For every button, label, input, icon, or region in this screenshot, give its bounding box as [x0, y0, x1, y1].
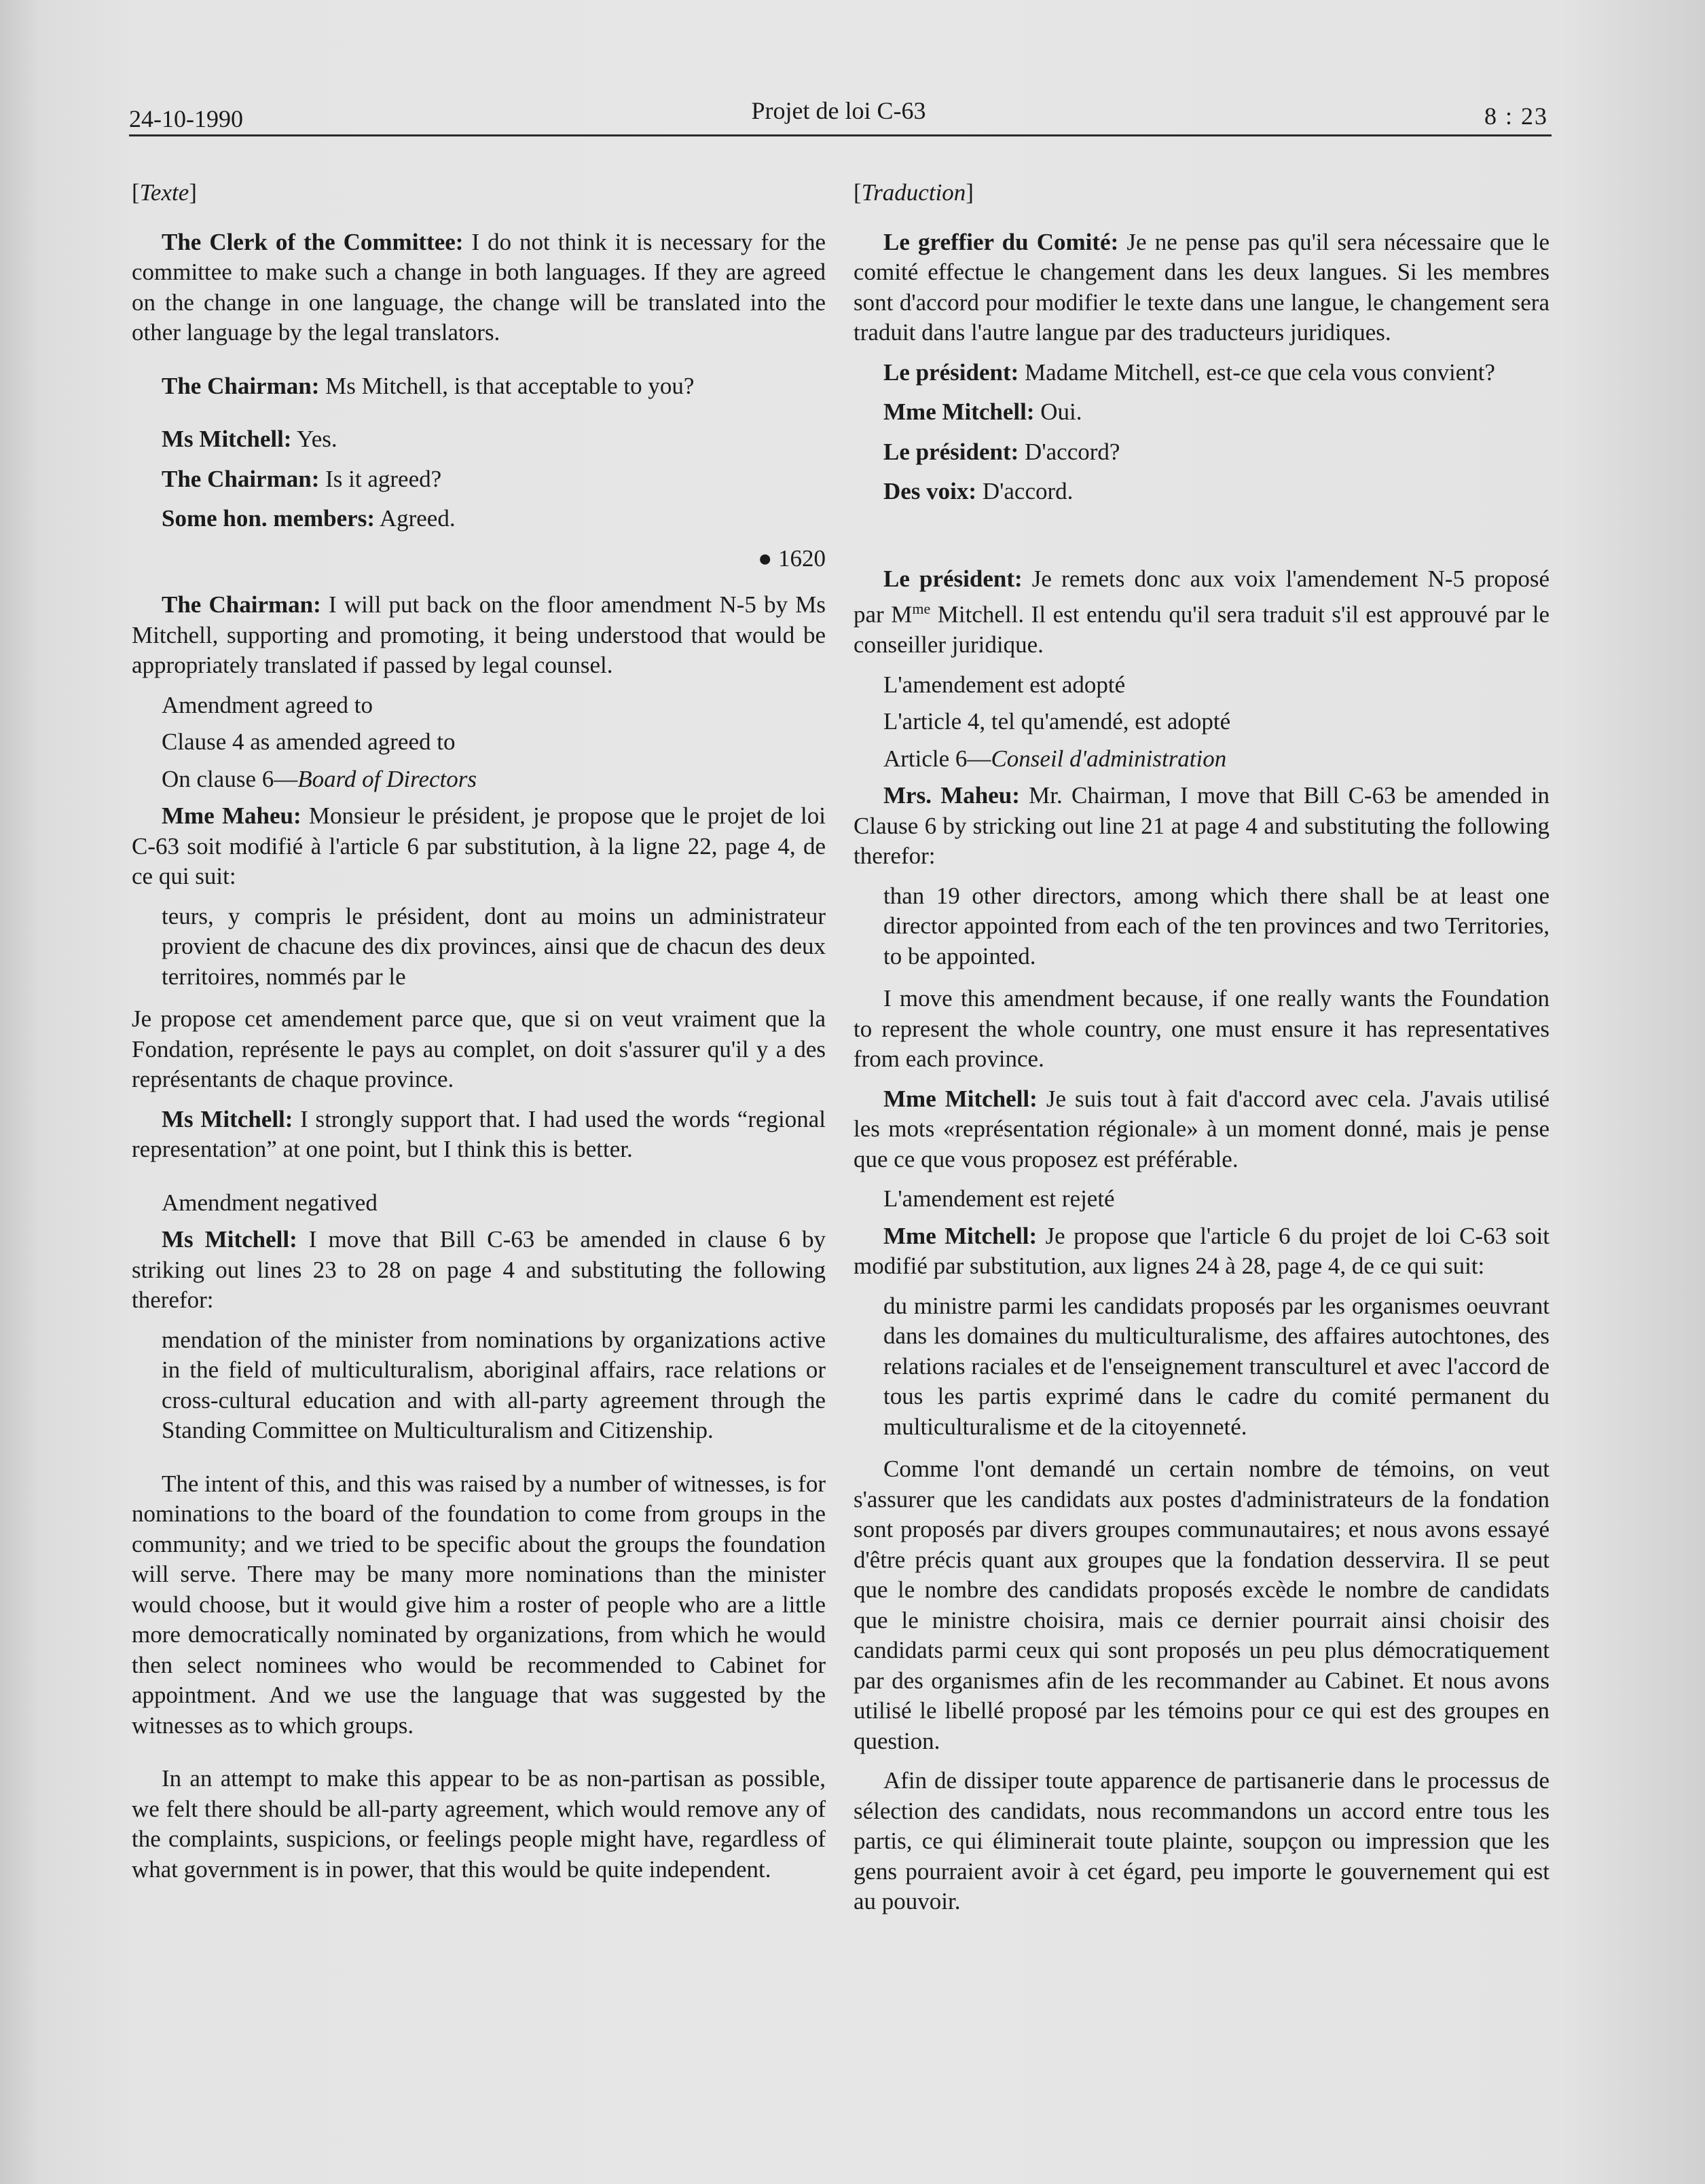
procedural-note: L'amendement est rejeté [883, 1185, 1115, 1213]
mitchell-explanation: Comme l'ont demandé un certain nombre de témoins, on veut s'assurer que les candidats aux postes d'administrateurs de la fondation sont proposés par divers groupes communautaires; et nous avons essayé d'être précis quant aux groupes que la fondation desservira. Il se peut que le nombre des candidats proposés excède le nombre de candidats que le ministre choisira, mais ce dernier pourrait ainsi choisir des candidats parmi ceux qui sont proposés un peu plus démocratiquement par des organismes afin de les recommander au Cabinet. Et nous avons utilisé le libellé proposé par les témoins pour ce qui est des groupes en question. [854, 1456, 1550, 1754]
amendment-quote: du ministre parmi les candidats proposés par les organismes oeuvrant dans les domaines du multiculturalisme, des affaires autochtones, des relations raciales et de l'enseignement transculturel et avec l'accord de tous les partis exprimé dans le cadre du comité permanent du multiculturalisme et de la citoyenneté. [883, 1292, 1550, 1440]
speaker-name: The Chairman: [162, 372, 320, 399]
left-column-label: [Texte] [132, 179, 197, 206]
speaker-name: Mme Mitchell: [883, 1222, 1038, 1249]
chair-question-1: Le président: Madame Mitchell, est-ce que cela vous convient? [883, 358, 1495, 386]
speaker-name: Le président: [883, 438, 1019, 465]
speaker-name: Le président: [883, 358, 1019, 386]
mitchell-explanation: The intent of this, and this was raised by a number of witnesses, is for nominations to the board of the foundation to come from groups in the community; and we tried to be specific about the groups the foundation will serve. There may be many more nominations than the minister would choose, but it would give him a roster of people who are a little more democratically nominated by organizations, from which he would then select nominees who would be recommended to Cabinet for appointment. And we use the language that was suggested by the witnesses as to which groups. [132, 1470, 826, 1739]
amendment-quote: teurs, y compris le président, dont au moins un administrateur provient de chacune des dix provinces, ainsi que de chacun des deux territoires, nommés par le [162, 902, 826, 990]
speaker-name: Des voix: [883, 478, 977, 504]
speaker-name: Mme Mitchell: [883, 399, 1035, 425]
mitchell-reply-1: Mme Mitchell: Oui. [883, 399, 1082, 425]
chair-statement-3: The Chairman: I will put back on the floor amendment N-5 by Ms Mitchell, supporting and promoting, it being understood that would be appropriately translated if passed by legal counsel. [132, 591, 826, 678]
page-header [129, 96, 1548, 137]
speaker-name: Ms Mitchell: [162, 1226, 297, 1253]
speaker-name: Ms Mitchell: [162, 426, 292, 452]
procedural-note: Clause 4 as amended agreed to [162, 728, 456, 755]
procedural-note: L'amendement est adopté [883, 671, 1126, 698]
header-page-number: 8 : 23 [1484, 103, 1548, 130]
header-rule [129, 134, 1552, 136]
header-date: 24-10-1990 [129, 105, 243, 132]
speaker-name: Ms Mitchell: [162, 1105, 293, 1132]
amendment-quote: mendation of the minister from nominations by organizations active in the field of multiculturalism, aboriginal affairs, race relations or cross-cultural education and with all-party agreement through the Standing Committee on Multiculturalism and Citizenship. [162, 1326, 826, 1443]
procedural-note: Amendment agreed to [162, 691, 373, 718]
members-reply: Some hon. members: Agreed. [162, 505, 456, 532]
speaker-name: The Clerk of the Committee: [162, 228, 464, 255]
mitchell-reply-1: Ms Mitchell: Yes. [162, 426, 337, 452]
mitchell-support: Ms Mitchell: I strongly support that. I had used the words “regional representation” at one point, but I think this is better. [132, 1105, 826, 1162]
left-column [132, 178, 826, 1894]
clerk-statement: Le greffier du Comité: Je ne pense pas qu'il sera nécessaire que le comité effectue le changement dans les deux langues. Si les membres sont d'accord pour modifier le texte dans une langue, le changement sera traduit dans l'autre langue par des traducteurs juridiques. [854, 228, 1550, 346]
speaker-name: Mrs. Maheu: [883, 782, 1020, 809]
maheu-motion: Mrs. Maheu: Mr. Chairman, I move that Bill C-63 be amended in Clause 6 by stricking out line 21 at page 4 and substituting the following therefor: [854, 782, 1550, 870]
mitchell-support: Mme Mitchell: Je suis tout à fait d'accord avec cela. J'avais utilisé les mots «représentation régionale» à un moment donné, mais je pense que ce que vous proposez est préférable. [854, 1085, 1550, 1172]
mitchell-explanation: Afin de dissiper toute apparence de partisanerie dans le processus de sélection des candidats, nous recommandons un accord entre tous les partis, ce qui éliminerait toute plainte, soupçon ou impression que les gens pourraient avoir à cet égard, peu importe le gouvernement qui est au pouvoir. [854, 1767, 1550, 1915]
mitchell-motion: Ms Mitchell: I move that Bill C-63 be amended in clause 6 by striking out lines 23 to 28 on page 4 and substituting the following therefor: [132, 1226, 826, 1313]
speaker-name: Le président: [883, 565, 1023, 592]
bullet-icon: ● [758, 544, 773, 572]
speaker-name: Le greffier du Comité: [883, 228, 1119, 255]
speaker-name: The Chairman: [162, 465, 320, 492]
procedural-note: On clause 6—Board of Directors [162, 765, 477, 792]
mitchell-motion: Mme Mitchell: Je propose que l'article 6 du projet de loi C-63 soit modifié par substitution, aux lignes 24 à 28, page 4, de ce qui suit: [854, 1222, 1550, 1280]
speaker-name: Some hon. members: [162, 505, 375, 532]
chair-statement-3: Le président: Je remets donc aux voix l'amendement N-5 proposé par $M^{me}$ Mitchell. Il est entendu qu'il sera traduit s'il est approuvé par le conseiller juridique. [854, 565, 1550, 659]
chair-question-1: The Chairman: Ms Mitchell, is that acceptable to you? [162, 372, 695, 399]
maheu-reason: Je propose cet amendement parce que, que si on veut vraiment que la Fondation, représente le pays au complet, on doit s'assurer qu'il y a des représentants de chaque province. [132, 1005, 826, 1092]
procedural-note: Amendment negatived [162, 1189, 378, 1216]
maheu-reason: I move this amendment because, if one really wants the Foundation to represent the whole country, one must ensure it has representatives from each province. [854, 985, 1550, 1073]
members-reply: Des voix: D'accord. [883, 478, 1074, 504]
right-column-label: [Traduction] [854, 179, 974, 206]
speaker-name: Mme Maheu: [162, 802, 301, 829]
mitchell-explanation: In an attempt to make this appear to be as non-partisan as possible, we felt there should be all-party agreement, which would remove any of the complaints, suspicions, or feelings people might have, regardless of what government is in power, that this would be quite independent. [132, 1765, 826, 1883]
maheu-motion: Mme Maheu: Monsieur le président, je propose que le projet de loi C-63 soit modifié à l'article 6 par substitution, à la ligne 22, page 4, de ce qui suit: [132, 802, 826, 889]
chair-question-2: The Chairman: Is it agreed? [162, 465, 442, 492]
speaker-name: Mme Mitchell: [883, 1085, 1038, 1112]
chair-question-2: Le président: D'accord? [883, 438, 1120, 465]
procedural-note: L'article 4, tel qu'amendé, est adopté [883, 708, 1231, 735]
clerk-statement: The Clerk of the Committee: I do not think it is necessary for the committee to make such a change in both languages. If they are agreed on the change in one language, the change will be translated into the other language by the legal translators. [132, 228, 826, 346]
header-title: Projet de loi C-63 [751, 97, 926, 124]
time-marker: ● 1620 [758, 544, 826, 572]
speaker-name: The Chairman: [162, 591, 321, 618]
procedural-note: Article 6—Conseil d'administration [883, 745, 1227, 772]
right-column [854, 178, 1550, 1927]
amendment-quote: than 19 other directors, among which there shall be at least one director appointed from each of the ten provinces and two Territories, to be appointed. [883, 882, 1550, 969]
